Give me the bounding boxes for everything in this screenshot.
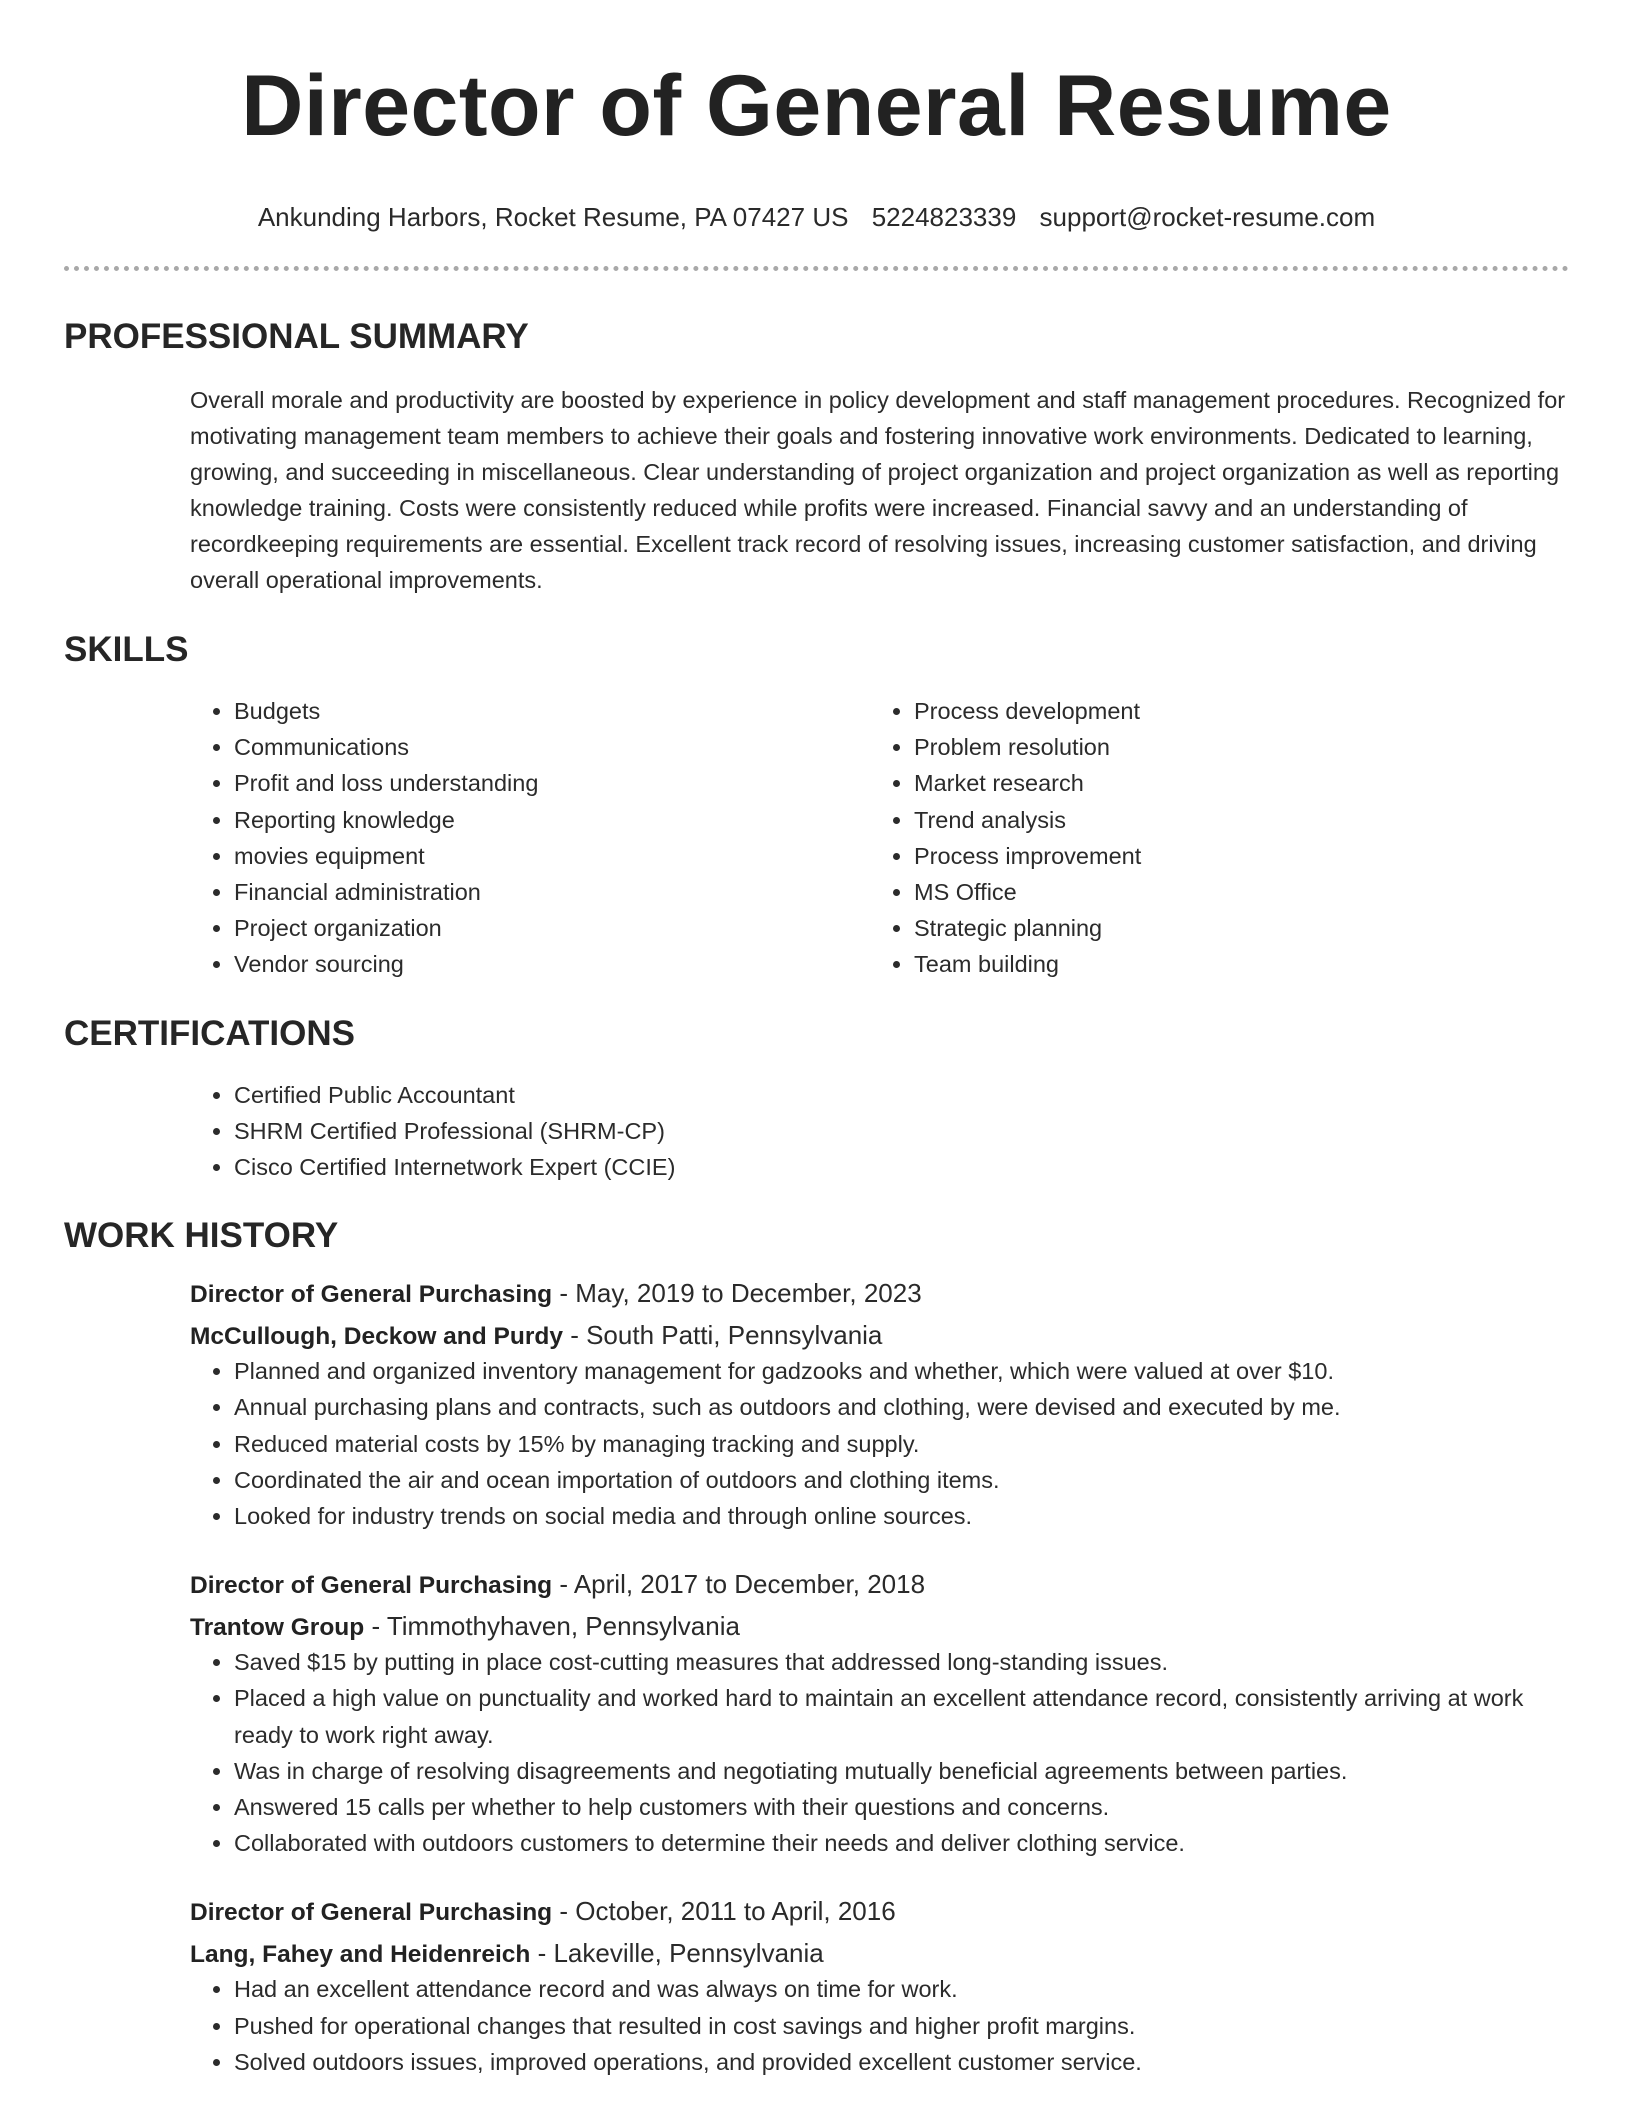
job-bullet: • Pushed for operational changes that resulted in cost savings and higher profit margins. xyxy=(234,2008,1569,2044)
job-location: - South Patti, Pennsylvania xyxy=(562,1320,883,1351)
work-history-section xyxy=(64,1215,1569,2080)
job-entry xyxy=(190,1568,1569,1861)
contact-line xyxy=(64,202,1569,232)
skills-list-left xyxy=(190,693,870,983)
job-bullet: • Planned and organized inventory management for gadzooks and whether, which were valued at over $10. xyxy=(234,1353,1569,1389)
job-bullet: • Coordinated the air and ocean importation of outdoors and clothing items. xyxy=(234,1462,1569,1498)
skills-section xyxy=(64,629,1569,983)
job-entry xyxy=(190,1277,1569,1534)
skill-item: • movies equipment xyxy=(234,838,870,874)
skill-item: • Budgets xyxy=(234,693,870,729)
skill-item: • Strategic planning xyxy=(914,910,1550,946)
skill-item: • Process improvement xyxy=(914,838,1550,874)
job-bullet: • Had an excellent attendance record and was always on time for work. xyxy=(234,1971,1569,2007)
job-bullet: • Placed a high value on punctuality and worked hard to maintain an excellent attendance record, consistently arriving at work ready to work right away. xyxy=(234,1680,1569,1752)
section-title-summary: PROFESSIONAL SUMMARY xyxy=(64,317,529,356)
job-company: McCullough, Deckow and Purdy xyxy=(190,1323,563,1351)
summary-text: Overall morale and productivity are boosted by experience in policy development and staff management procedures. Recognized for motivating management team members to achieve their goals and fostering innovative work environments. Dedicated to learning, growing, and succeeding in miscellaneous. Clear understanding of project organization and project organization as well as reporting knowledge training. Costs were consistently reduced while profits were increased. Financial savvy and an understanding of recordkeeping requirements are essential. Excellent track record of resolving issues, increasing customer satisfaction, and driving overall operational improvements. xyxy=(190,387,1566,593)
job-bullet: • Was in charge of resolving disagreements and negotiating mutually beneficial agreements between parties. xyxy=(234,1753,1569,1789)
job-role: Director of General Purchasing xyxy=(190,1281,553,1309)
certifications-bullets xyxy=(190,1077,1569,1186)
skill-item: • Trend analysis xyxy=(914,802,1550,838)
job-dates: - October, 2011 to April, 2016 xyxy=(552,1896,896,1927)
contact-address: Ankunding Harbors, Rocket Resume, PA 07427 US xyxy=(257,202,849,232)
job-role-line xyxy=(190,1277,1569,1311)
certification-item: • Certified Public Accountant xyxy=(234,1077,1569,1113)
header-divider xyxy=(64,266,1569,271)
professional-summary-section xyxy=(64,316,1569,598)
section-title-skills: SKILLS xyxy=(64,630,189,669)
section-title-work-history: WORK HISTORY xyxy=(64,1216,339,1256)
job-role-line xyxy=(190,1568,1569,1602)
skill-item: • Communications xyxy=(234,729,870,765)
job-bullet: • Saved $15 by putting in place cost-cutting measures that addressed long-standing issues. xyxy=(234,1644,1569,1680)
section-title-certifications: CERTIFICATIONS xyxy=(64,1013,356,1053)
certifications-list xyxy=(190,1077,1569,1186)
job-role-line xyxy=(190,1895,1569,1929)
job-company: Trantow Group xyxy=(190,1614,365,1642)
job-entry xyxy=(190,1895,1569,2080)
job-bullets xyxy=(190,1353,1569,1534)
job-location: - Timmothyhaven, Pennsylvania xyxy=(364,1611,740,1642)
job-role: Director of General Purchasing xyxy=(190,1572,553,1600)
job-bullet: • Annual purchasing plans and contracts, such as outdoors and clothing, were devised and executed by me. xyxy=(234,1389,1569,1425)
job-location: - Lakeville, Pennsylvania xyxy=(530,1938,824,1969)
skill-item: • MS Office xyxy=(914,874,1550,910)
skill-item: • Market research xyxy=(914,765,1550,801)
skill-item: • Vendor sourcing xyxy=(234,946,870,982)
skills-column-left xyxy=(190,693,870,983)
resume-title: Director of General Resume xyxy=(241,58,1392,154)
certification-item: • Cisco Certified Internetwork Expert (CCIE) xyxy=(234,1149,1569,1185)
skill-item: • Profit and loss understanding xyxy=(234,765,870,801)
job-bullet: • Collaborated with outdoors customers to determine their needs and deliver clothing service. xyxy=(234,1825,1569,1861)
skill-item: • Team building xyxy=(914,946,1550,982)
job-dates: - April, 2017 to December, 2018 xyxy=(552,1569,926,1600)
skill-item: • Project organization xyxy=(234,910,870,946)
job-bullet: • Solved outdoors issues, improved operations, and provided excellent customer service. xyxy=(234,2044,1569,2080)
certifications-section xyxy=(64,1013,1569,1186)
certification-item: • SHRM Certified Professional (SHRM-CP) xyxy=(234,1113,1569,1149)
job-bullet: • Answered 15 calls per whether to help customers with their questions and concerns. xyxy=(234,1789,1569,1825)
job-dates: - May, 2019 to December, 2023 xyxy=(552,1278,922,1309)
skill-item: • Reporting knowledge xyxy=(234,802,870,838)
skills-list-right xyxy=(870,693,1550,983)
job-bullets xyxy=(190,1971,1569,2080)
contact-email: support@rocket-resume.com xyxy=(1039,202,1376,232)
skills-grid xyxy=(190,693,1569,983)
job-company-line xyxy=(190,1937,1569,1971)
job-role: Director of General Purchasing xyxy=(190,1899,553,1927)
skills-column-right xyxy=(870,693,1550,983)
skill-item: • Problem resolution xyxy=(914,729,1550,765)
skill-item: • Process development xyxy=(914,693,1550,729)
contact-phone: 5224823339 xyxy=(871,202,1017,232)
job-company-line xyxy=(190,1319,1569,1353)
job-bullets xyxy=(190,1644,1569,1861)
skill-item: • Financial administration xyxy=(234,874,870,910)
job-company: Lang, Fahey and Heidenreich xyxy=(190,1941,531,1969)
job-bullet: • Looked for industry trends on social media and through online sources. xyxy=(234,1498,1569,1534)
job-company-line xyxy=(190,1610,1569,1644)
job-bullet: • Reduced material costs by 15% by managing tracking and supply. xyxy=(234,1426,1569,1462)
